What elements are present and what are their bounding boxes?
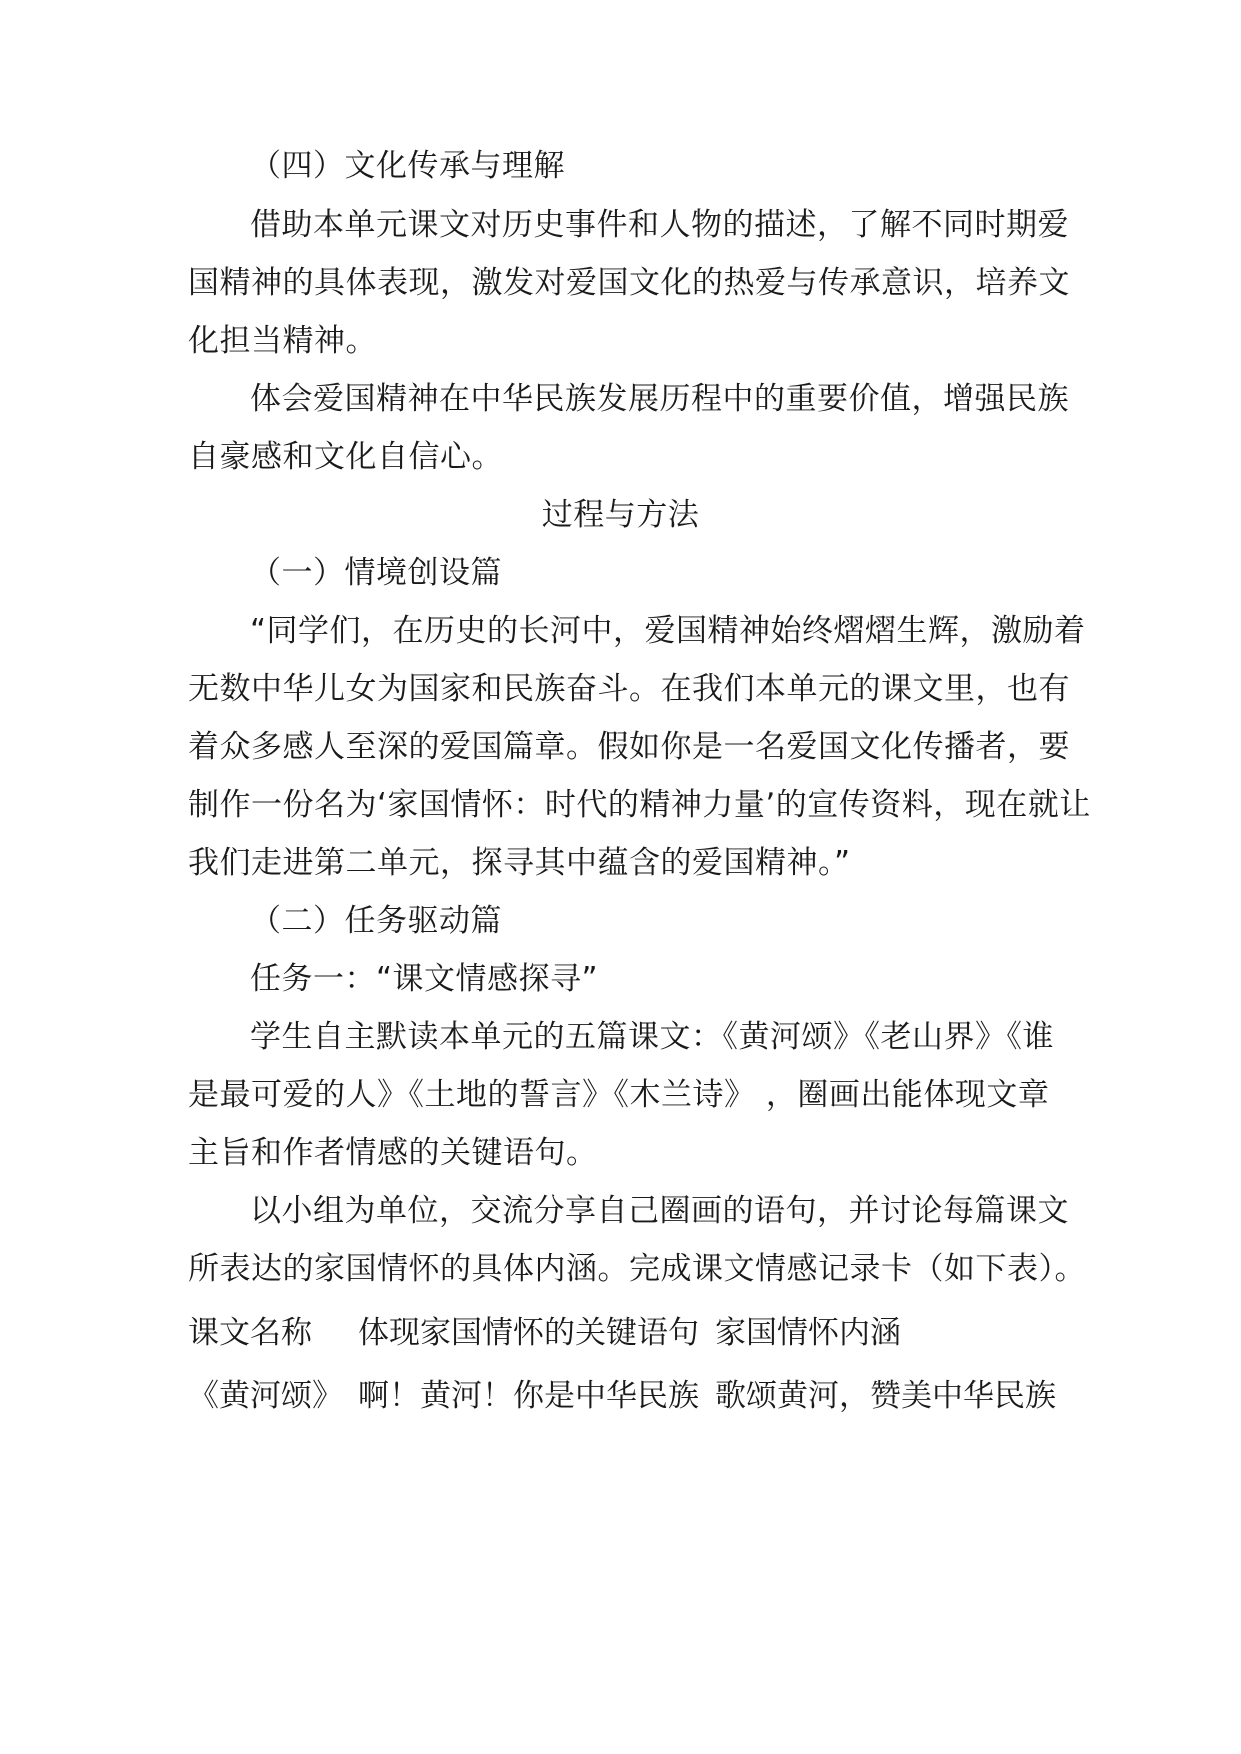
table-header-key-sentence: 体现家国情怀的关键语句: [358, 1315, 699, 1351]
section-title: 过程与方法: [541, 497, 700, 533]
paragraph-line: 制作一份名为‘家国情怀：时代的精神力量’的宣传资料，现在就让: [188, 787, 1091, 823]
paragraph-line: 着众多感人至深的爱国篇章。假如你是一名爱国文化传播者，要: [188, 729, 1070, 765]
paragraph-line: 借助本单元课文对历史事件和人物的描述，了解不同时期爱: [250, 207, 1069, 243]
paragraph-line: 我们走进第二单元，探寻其中蕴含的爱国精神。”: [188, 845, 851, 881]
paragraph-line: 无数中华儿女为国家和民族奋斗。在我们本单元的课文里，也有: [188, 671, 1070, 707]
paragraph-line: 以小组为单位，交流分享自己圈画的语句，并讨论每篇课文: [250, 1193, 1069, 1229]
table-cell-key-sentence: 啊！黄河！你是中华民族: [358, 1378, 699, 1414]
paragraph-line: 化担当精神。: [188, 323, 377, 359]
paragraph-line: “同学们，在历史的长河中，爱国精神始终熠熠生辉，激励着: [250, 613, 1086, 649]
table-header-meaning: 家国情怀内涵: [715, 1315, 901, 1351]
table-cell-meaning: 歌颂黄河，赞美中华民族: [715, 1378, 1056, 1414]
paragraph-line: 体会爱国精神在中华民族发展历程中的重要价值，增强民族: [250, 381, 1069, 417]
paragraph-line: 主旨和作者情感的关键语句。: [188, 1135, 598, 1171]
subsection-heading: （一）情境创设篇: [250, 555, 502, 591]
paragraph-line: 是最可爱的人》《土地的誓言》《木兰诗》 ，圈画出能体现文章: [188, 1077, 1050, 1113]
paragraph-line: 自豪感和文化自信心。: [188, 439, 503, 475]
paragraph-line: 所表达的家国情怀的具体内涵。完成课文情感记录卡（如下表）。: [188, 1251, 1086, 1287]
table-header-title: 课文名称: [188, 1315, 312, 1351]
subsection-heading: （二）任务驱动篇: [250, 903, 502, 939]
paragraph-line: 国精神的具体表现，激发对爱国文化的热爱与传承意识，培养文: [188, 265, 1070, 301]
section-heading: （四）文化传承与理解: [250, 148, 565, 184]
task-title: 任务一：“课文情感探寻”: [250, 961, 599, 997]
table-cell-title: 《黄河颂》: [188, 1378, 343, 1414]
paragraph-line: 学生自主默读本单元的五篇课文：《黄河颂》《老山界》《谁: [250, 1019, 1054, 1055]
